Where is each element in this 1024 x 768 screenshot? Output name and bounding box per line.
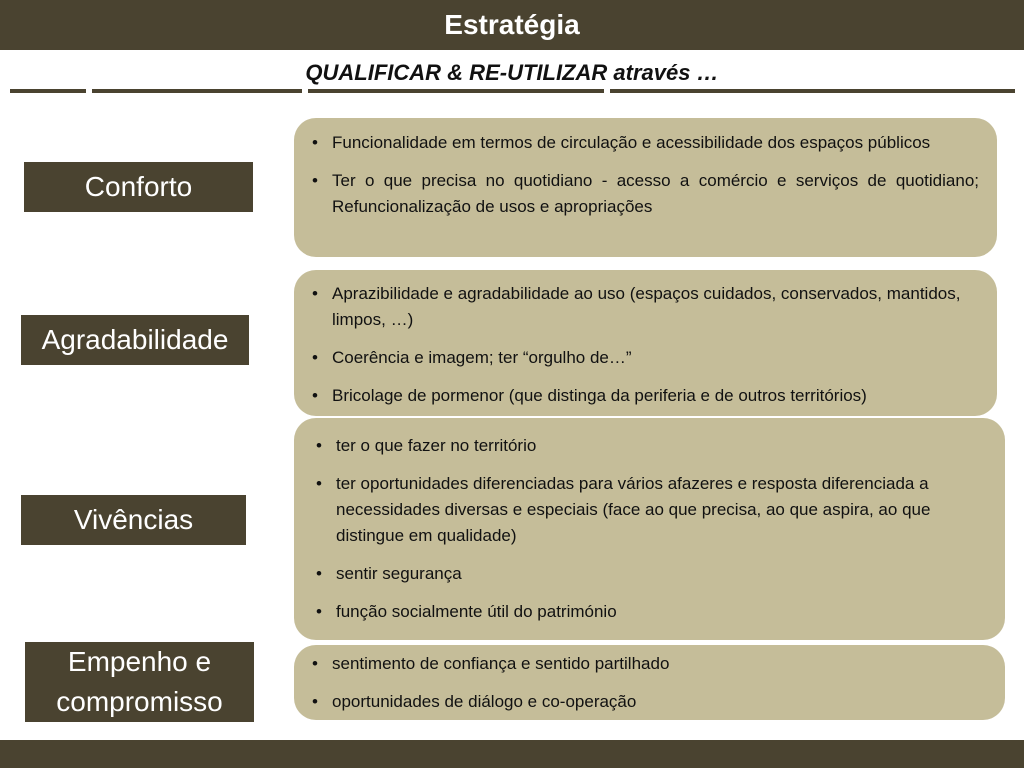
bullet-list bbox=[308, 651, 977, 715]
list-item: • Bricolage de pormenor (que distinga da periferia e de outros territórios) bbox=[308, 383, 979, 409]
category-label-text: compromisso bbox=[56, 686, 223, 717]
divider-rule bbox=[92, 89, 302, 93]
list-item: • oportunidades de diálogo e co-operação bbox=[308, 689, 977, 715]
category-label-agradabilidade bbox=[21, 315, 249, 365]
divider-rule bbox=[610, 89, 1015, 93]
category-label-text: Vivências bbox=[73, 504, 194, 535]
list-item: • sentimento de confiança e sentido partilhado bbox=[308, 651, 977, 677]
panel-vivencias bbox=[294, 418, 1005, 640]
category-label-text: Agradabilidade bbox=[41, 324, 229, 355]
bullet-list bbox=[308, 130, 979, 220]
panel-agradabilidade bbox=[294, 270, 997, 416]
list-item: • ter o que fazer no território bbox=[312, 433, 977, 459]
list-item: • Ter o que precisa no quotidiano - acesso a comércio e serviços de quotidiano; Refuncionalização de usos e apropriações bbox=[308, 168, 979, 220]
list-item: • sentir segurança bbox=[312, 561, 977, 587]
page-title: Estratégia bbox=[444, 9, 580, 40]
divider-rule bbox=[308, 89, 604, 93]
title-bar bbox=[0, 0, 1024, 50]
footer-bar bbox=[0, 740, 1024, 768]
list-item: • Funcionalidade em termos de circulação e acessibilidade dos espaços públicos bbox=[308, 130, 979, 156]
list-item: • Aprazibilidade e agradabilidade ao uso (espaços cuidados, conservados, mantidos, limpos, …) bbox=[308, 281, 979, 333]
page-subtitle: QUALIFICAR & RE-UTILIZAR através … bbox=[305, 60, 719, 85]
panel-empenho bbox=[294, 645, 1005, 720]
list-item: • ter oportunidades diferenciadas para vários afazeres e resposta diferenciada a necessidades diversas e especiais (face ao que precisa, ao que aspira, ao que distingue em qualidade) bbox=[312, 471, 977, 549]
bullet-list bbox=[308, 281, 979, 409]
panel-conforto bbox=[294, 118, 997, 257]
category-label-vivencias bbox=[21, 495, 246, 545]
list-item: • Coerência e imagem; ter “orgulho de…” bbox=[308, 345, 979, 371]
category-label-text: Conforto bbox=[84, 171, 193, 202]
category-label-empenho bbox=[25, 642, 254, 722]
category-label-text: Empenho e bbox=[67, 646, 212, 677]
list-item: • função socialmente útil do património bbox=[312, 599, 977, 625]
category-label-conforto bbox=[24, 162, 253, 212]
bullet-list bbox=[312, 433, 977, 625]
divider-rule bbox=[10, 89, 86, 93]
